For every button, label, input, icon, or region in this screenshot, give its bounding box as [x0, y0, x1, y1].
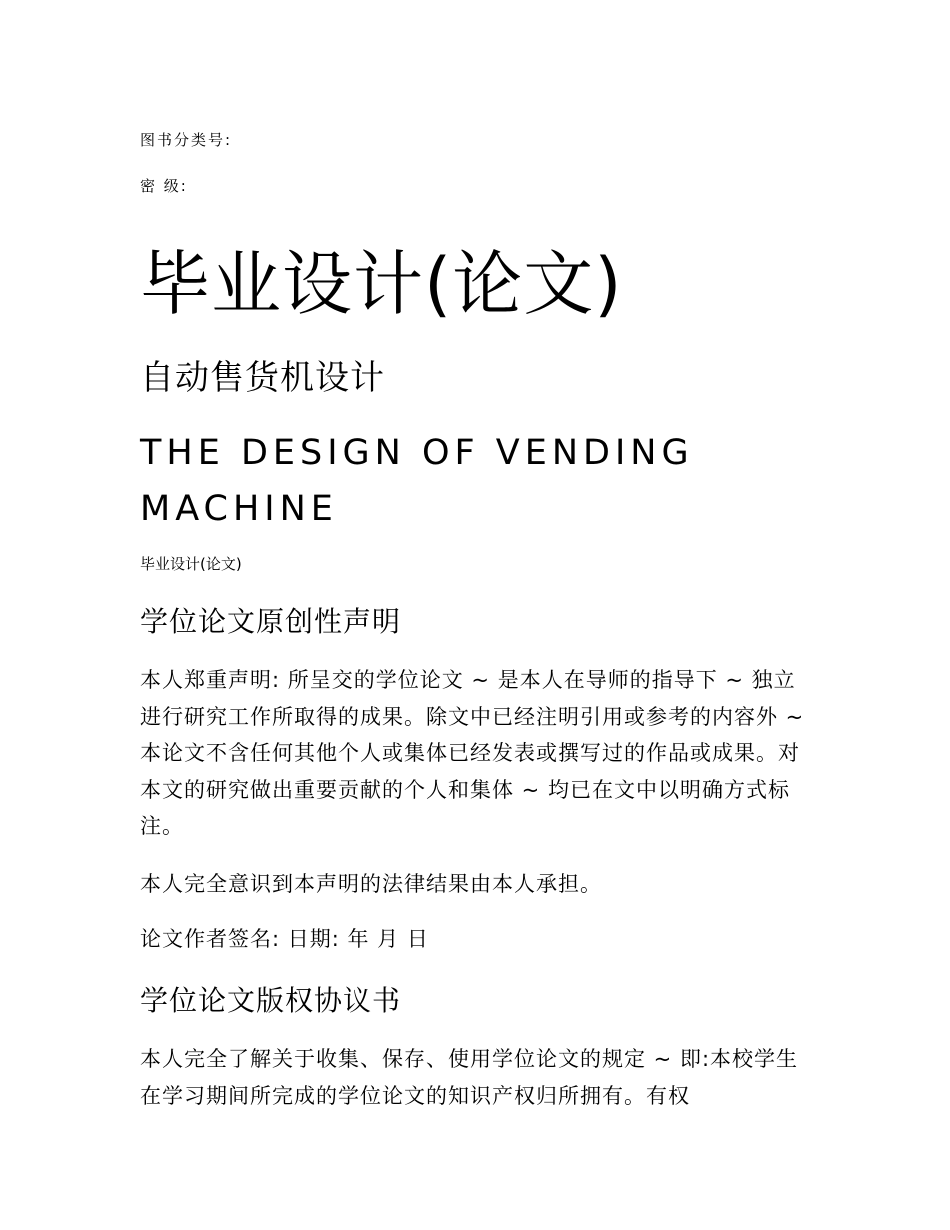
- classification-number-label: 图书分类号:: [140, 131, 233, 149]
- thesis-type-label: 毕业设计(论文): [140, 555, 242, 573]
- copyright-agreement-heading: 学位论文版权协议书: [140, 984, 402, 1017]
- legal-awareness-paragraph: 本人完全意识到本声明的法律结果由本人承担。: [140, 872, 602, 896]
- originality-declaration-paragraph: 本人郑重声明: 所呈交的学位论文 ~ 是本人在导师的指导下 ~ 独立进行研究工作所取得的成果。除文中已经注明引用或参考的内容外 ~ 本论文不含任何其他个人或集体已经发表或撰写过的作品或成果。对本文的研究做出重要贡献的个人和集体 ~ 均已在文中以明确方式标注。: [140, 668, 805, 838]
- thesis-main-title: 毕业设计(论文): [140, 243, 623, 325]
- originality-statement-heading: 学位论文原创性声明: [140, 605, 402, 638]
- thesis-chinese-title: 自动售货机设计: [140, 358, 385, 398]
- author-signature-line: 论文作者签名: 日期: 年 月 日: [140, 927, 429, 951]
- thesis-english-title: THE DESIGN OF VENDING MACHINE: [140, 433, 694, 529]
- secrecy-level-label: 密 级:: [140, 177, 188, 195]
- copyright-agreement-paragraph: 本人完全了解关于收集、保存、使用学位论文的规定 ~ 即:本校学生在学习期间所完成的学位论文的知识产权归所拥有。有权: [140, 1047, 799, 1108]
